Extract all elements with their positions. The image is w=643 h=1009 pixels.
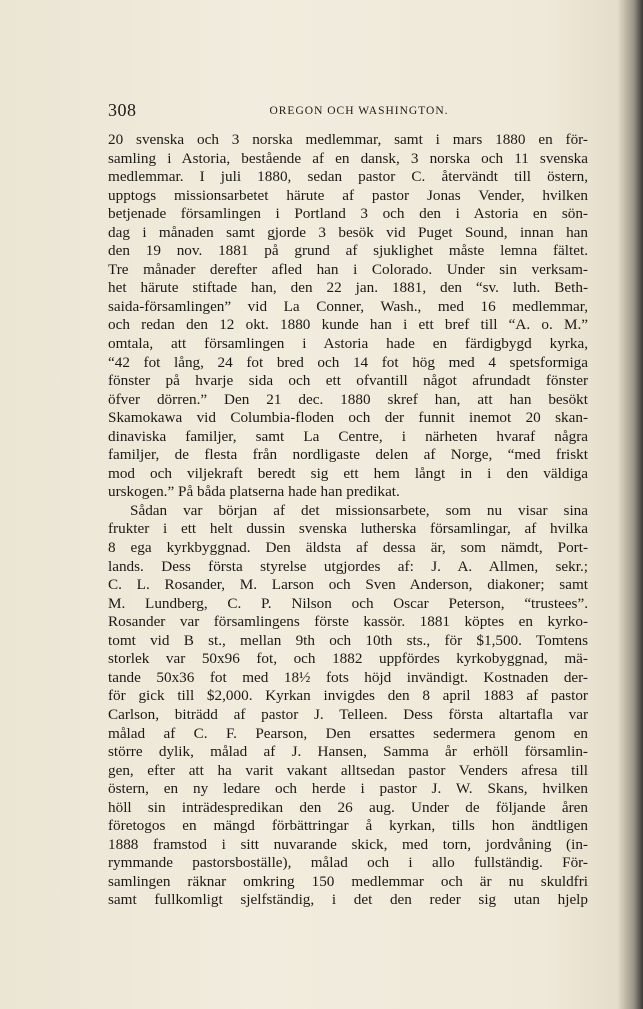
page-number: 308	[108, 100, 137, 120]
text-line: samling i Astoria, bestående af en dansk, 3 norska och 11 svenska	[108, 149, 588, 167]
text-line: 1888 framstod i sitt nuvarande skick, med torn, jordvåning (in-	[108, 835, 588, 853]
text-line: målad af C. F. Pearson, Den ersattes sedermera genom en	[108, 724, 588, 742]
text-line: betjenade församlingen i Portland 3 och den i Astoria en sön-	[108, 205, 588, 223]
text-line: familjer, de flesta från nordligaste delen af Norge, “med friskt	[108, 446, 588, 464]
text-line: höll sin inträdespredikan den 26 aug. Under de följande åren	[108, 798, 588, 816]
text-line: upptogs missionsarbetet härute af pastor Jonas Vender, hvilken	[108, 186, 588, 204]
text-line: gen, efter att ha varit vakant alltsedan pastor Venders afresa till	[108, 761, 588, 779]
text-line: lands. Dess första styrelse utgjordes af: J. A. Allmen, sekr.;	[108, 557, 588, 575]
text-line: för gick till $2,000. Kyrkan invigdes den 8 april 1883 af pastor	[108, 687, 588, 705]
text-line: omtala, att församlingen i Astoria hade en färdigbygd kyrka,	[108, 335, 588, 353]
text-line: samlingen räknar omkring 150 medlemmar och är nu skuldfri	[108, 872, 588, 890]
text-line: C. L. Rosander, M. Larson och Sven Anderson, diakoner; samt	[108, 576, 588, 594]
page-header	[108, 100, 590, 124]
text-line: saida-församlingen” vid La Conner, Wash., med 16 medlemmar,	[108, 297, 588, 315]
body-text	[108, 131, 588, 910]
text-line: M. Lundberg, C. P. Nilson och Oscar Peterson, “trustees”.	[108, 594, 588, 612]
text-line: “42 fot lång, 24 fot bred och 14 fot hög med 4 spetsformiga	[108, 353, 588, 371]
paragraph-end-line: urskogen.” På båda platserna hade han predikat.	[108, 483, 400, 501]
text-line: Carlson, biträdd af pastor J. Telleen. Dess första altartafla var	[108, 705, 588, 723]
text-line: den 19 nov. 1881 på grund af sjuklighet måste lemna fältet.	[108, 242, 588, 260]
text-line: medlemmar. I juli 1880, sedan pastor C. återvändt till östern,	[108, 168, 588, 186]
text-line: storlek var 50x96 fot, och 1882 uppfördes kyrkobyggnad, mä-	[108, 650, 588, 668]
text-line: frukter i ett helt dussin svenska lutherska församlingar, af hvilka	[108, 520, 588, 538]
text-line: het härute stiftade han, den 22 jan. 1881, den “sv. luth. Beth-	[108, 279, 588, 297]
text-line: Tre månader derefter afled han i Colorado. Under sin verksam-	[108, 260, 588, 278]
text-line: företogos en mängd förbättringar å kyrkan, tills hon ändtligen	[108, 817, 588, 835]
text-line: större dylik, målad af J. Hansen, Samma år erhöll församlin-	[108, 743, 588, 761]
text-line: 20 svenska och 3 norska medlemmar, samt i mars 1880 en för-	[108, 131, 588, 148]
text-line: Rosander var församlingens förste kassör. 1881 köptes en kyrko-	[108, 613, 588, 631]
paragraph-start-line: Sådan var början af det missionsarbete, som nu visar sina	[130, 501, 588, 519]
text-line: samt fullkomligt sjelfständig, i det den reder sig utan hjelp	[108, 891, 588, 909]
text-line: öfver dörren.” Den 21 dec. 1880 skref han, att han besökt	[108, 390, 588, 408]
running-head: OREGON OCH WASHINGTON.	[269, 105, 449, 117]
text-line: fönster på hvarje sida och ett ofvantill något afrundadt fönster	[108, 372, 588, 390]
text-line: dinaviska familjer, samt La Centre, i närheten hvaraf några	[108, 427, 588, 445]
text-line: 8 ega kyrkbyggnad. Den äldsta af dessa är, som nämdt, Port-	[108, 539, 588, 557]
text-line: tomt vid B st., mellan 9th och 10th sts., för $1,500. Tomtens	[108, 631, 588, 649]
text-line: Skamokawa vid Columbia-floden och der funnit inemot 20 skan-	[108, 409, 588, 427]
text-line: mod och viljekraft beredt sig ett hem långt in i den väldiga	[108, 464, 588, 482]
text-line: rymmande pastorsboställe), målad och i allo fullständig. För-	[108, 854, 588, 872]
text-line: tande 50x36 fot med 18½ fots höjd invändigt. Kostnaden der-	[108, 668, 588, 686]
text-line: dag i månaden samt gjorde 3 besök vid Puget Sound, innan han	[108, 223, 588, 241]
text-line: östern, en ny ledare och herde i pastor J. W. Skans, hvilken	[108, 780, 588, 798]
text-line: och redan den 12 okt. 1880 kunde han i ett bref till “A. o. M.”	[108, 316, 588, 334]
